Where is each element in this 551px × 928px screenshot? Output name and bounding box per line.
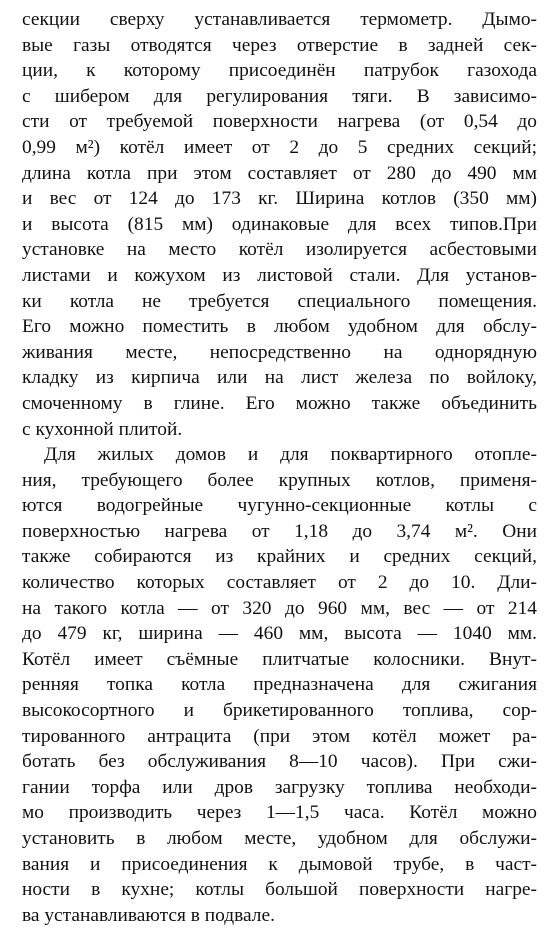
text-line: сти от требуемой поверхности нагрева (от 0,54 до: [22, 111, 537, 133]
text-line: с шибером для регулирования тяги. В зависимо-: [22, 85, 537, 107]
paragraph-1: [22, 7, 537, 442]
text-line: длина котла при этом составляет от 280 до 490 мм: [22, 162, 537, 184]
text-line: ются водогрейные чугунно-секционные котлы с: [22, 495, 537, 517]
text-line: Его можно поместить в любом удобном для обслу-: [22, 316, 537, 338]
text-line: листами и кожухом из листовой стали. Для установ-: [22, 264, 537, 286]
text-line: ки котла не требуется специального помещения.: [22, 290, 537, 312]
text-line: ния, требующего более крупных котлов, применя-: [22, 469, 537, 491]
text-line: поверхностью нагрева от 1,18 до 3,74 м². Они: [22, 520, 537, 542]
text-line: ности в кухне; котлы большой поверхности нагре-: [22, 879, 537, 901]
text-line: вания и присоединения к дымовой трубе, в част-: [22, 853, 537, 875]
text-line: и вес от 124 до 173 кг. Ширина котлов (350 мм): [22, 188, 537, 210]
text-line: высокосортного и брикетированного топлива, сор-: [22, 700, 537, 722]
text-line: Для жилых домов и для поквартирного отопле-: [44, 444, 537, 466]
text-line: вые газы отводятся через отверстие в задней сек-: [22, 34, 537, 56]
text-line: секции сверху устанавливается термометр. Дымо-: [22, 9, 537, 30]
text-line: и высота (815 мм) одинаковые для всех типов.При: [22, 213, 537, 235]
text-line: гании торфа или дров загрузку топлива необходи-: [22, 776, 537, 798]
text-line: ренняя топка котла предназначена для сжигания: [22, 674, 537, 696]
text-line: с кухонной плитой.: [22, 418, 183, 440]
text-line: ботать без обслуживания 8—10 часов). При сжи-: [22, 751, 537, 773]
text-line: смоченному в глине. Его можно также объединить: [22, 392, 537, 414]
text-line: мо производить через 1—1,5 часа. Котёл можно: [22, 802, 537, 824]
text-line: ции, к которому присоединён патрубок газохода: [22, 60, 537, 82]
text-line: Котёл имеет съёмные плитчатые колосники. Внут-: [22, 648, 537, 670]
text-line: установке на место котёл изолируется асбестовыми: [22, 239, 537, 261]
text-line: ва устанавливаются в подвале.: [22, 904, 275, 926]
text-line: количество которых составляет от 2 до 10. Дли-: [22, 572, 537, 594]
text-line: живания месте, непосредственно на однорядную: [22, 341, 537, 363]
text-line: также собираются из крайних и средних секций,: [22, 546, 537, 568]
text-line: на такого котла — от 320 до 960 мм, вес — от 214: [22, 597, 537, 619]
paragraph-2: [22, 442, 537, 928]
text-line: до 479 кг, ширина — 460 мм, высота — 1040 мм.: [22, 623, 537, 645]
text-line: тированного антрацита (при этом котёл может ра-: [22, 725, 537, 747]
text-line: установить в любом месте, удобном для обслужи-: [22, 828, 537, 849]
text-line: 0,99 м²) котёл имеет от 2 до 5 средних секций;: [22, 136, 537, 158]
text-line: кладку из кирпича или на лист железа по войлоку,: [22, 367, 537, 389]
